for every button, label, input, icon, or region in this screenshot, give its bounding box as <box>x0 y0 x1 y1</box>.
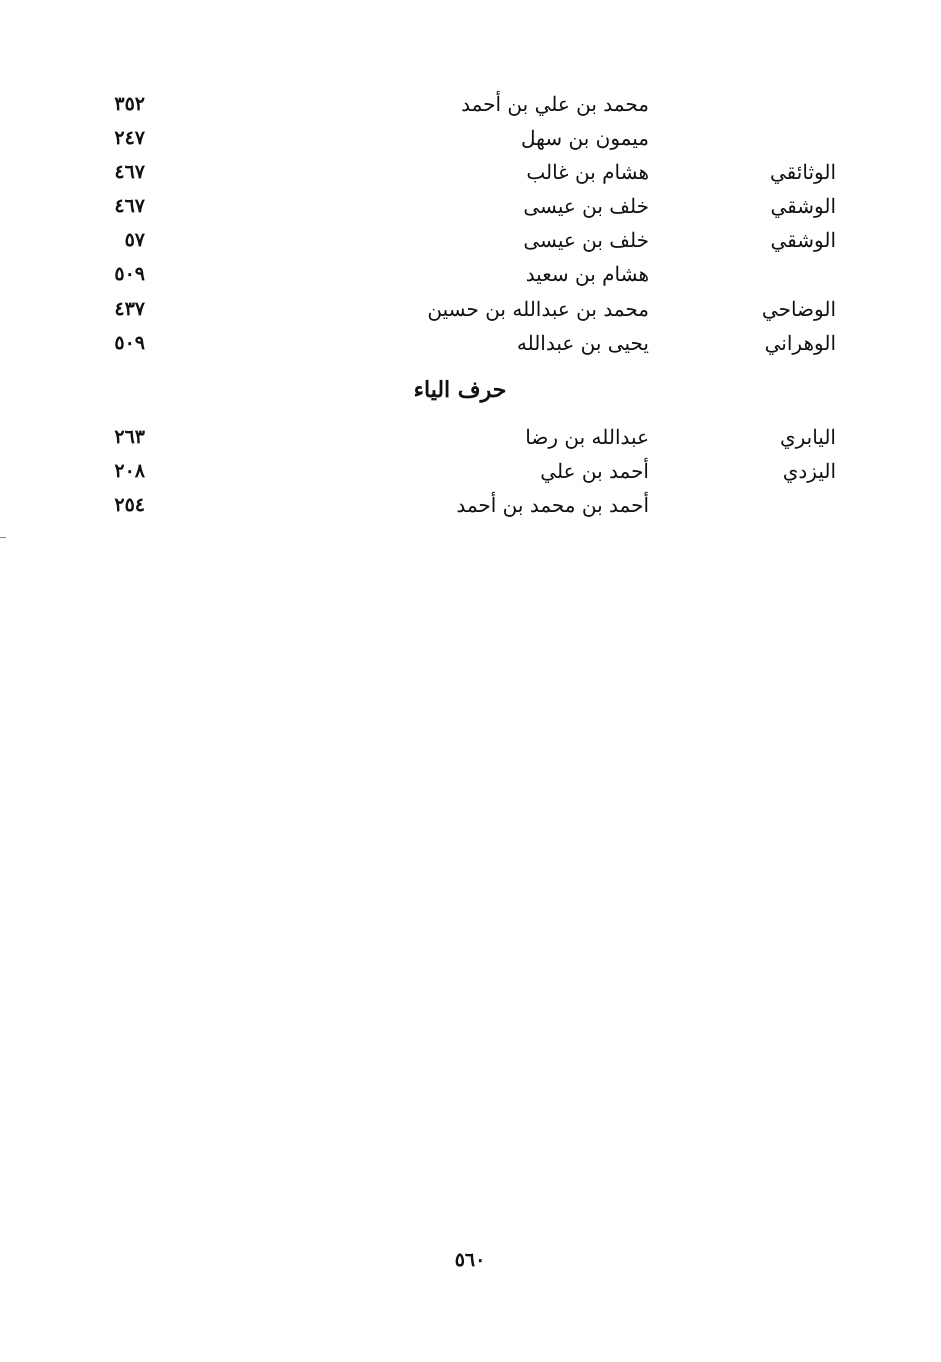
index-entry <box>0 190 941 222</box>
entry-page-number: ٢٠٨ <box>114 460 145 482</box>
entry-page-number: ٤٣٧ <box>114 298 145 320</box>
page-number: ٥٦٠ <box>454 1249 486 1271</box>
entry-page-number: ٥٧ <box>124 229 145 251</box>
index-entry <box>0 455 941 487</box>
entry-name: عبدالله بن رضا <box>525 425 649 449</box>
entry-page-number: ٤٦٧ <box>114 195 145 217</box>
entry-name: ميمون بن سهل <box>521 126 649 150</box>
index-entry <box>0 327 941 359</box>
entry-page-number: ٥٠٩ <box>114 263 145 285</box>
entry-page-number: ٤٦٧ <box>114 161 145 183</box>
index-entry <box>0 224 941 256</box>
entry-nisba: الوشقي <box>770 194 836 218</box>
entry-name: خلف بن عيسى <box>523 194 649 218</box>
entry-name: هشام بن غالب <box>526 160 649 184</box>
margin-mark <box>0 537 6 538</box>
entry-page-number: ٢٥٤ <box>114 494 145 516</box>
entry-page-number: ٢٦٣ <box>114 426 145 448</box>
entry-page-number: ٢٤٧ <box>114 127 145 149</box>
entry-page-number: ٥٠٩ <box>114 332 145 354</box>
entry-nisba: الوهراني <box>764 331 836 355</box>
index-entry <box>0 122 941 154</box>
index-entry <box>0 293 941 325</box>
entry-name: أحمد بن علي <box>540 459 649 483</box>
entry-name: يحيى بن عبدالله <box>516 331 649 355</box>
section-heading: حرف الياء <box>413 377 507 403</box>
entry-nisba: اليزدي <box>782 459 836 483</box>
entry-name: محمد بن عبدالله بن حسين <box>427 297 649 321</box>
entry-nisba: الوضاحي <box>761 297 836 321</box>
entry-name: أحمد بن محمد بن أحمد <box>456 493 649 517</box>
index-entry <box>0 156 941 188</box>
index-entry <box>0 258 941 290</box>
entry-name: هشام بن سعيد <box>525 262 649 286</box>
entry-name: خلف بن عيسى <box>523 228 649 252</box>
index-entry <box>0 421 941 453</box>
index-entry <box>0 489 941 521</box>
entry-nisba: الوثائقي <box>770 160 836 184</box>
entry-page-number: ٣٥٢ <box>114 93 145 115</box>
entry-name: محمد بن علي بن أحمد <box>461 92 649 116</box>
index-entry <box>0 88 941 120</box>
entry-nisba: اليابري <box>779 425 836 449</box>
entry-nisba: الوشقي <box>770 228 836 252</box>
